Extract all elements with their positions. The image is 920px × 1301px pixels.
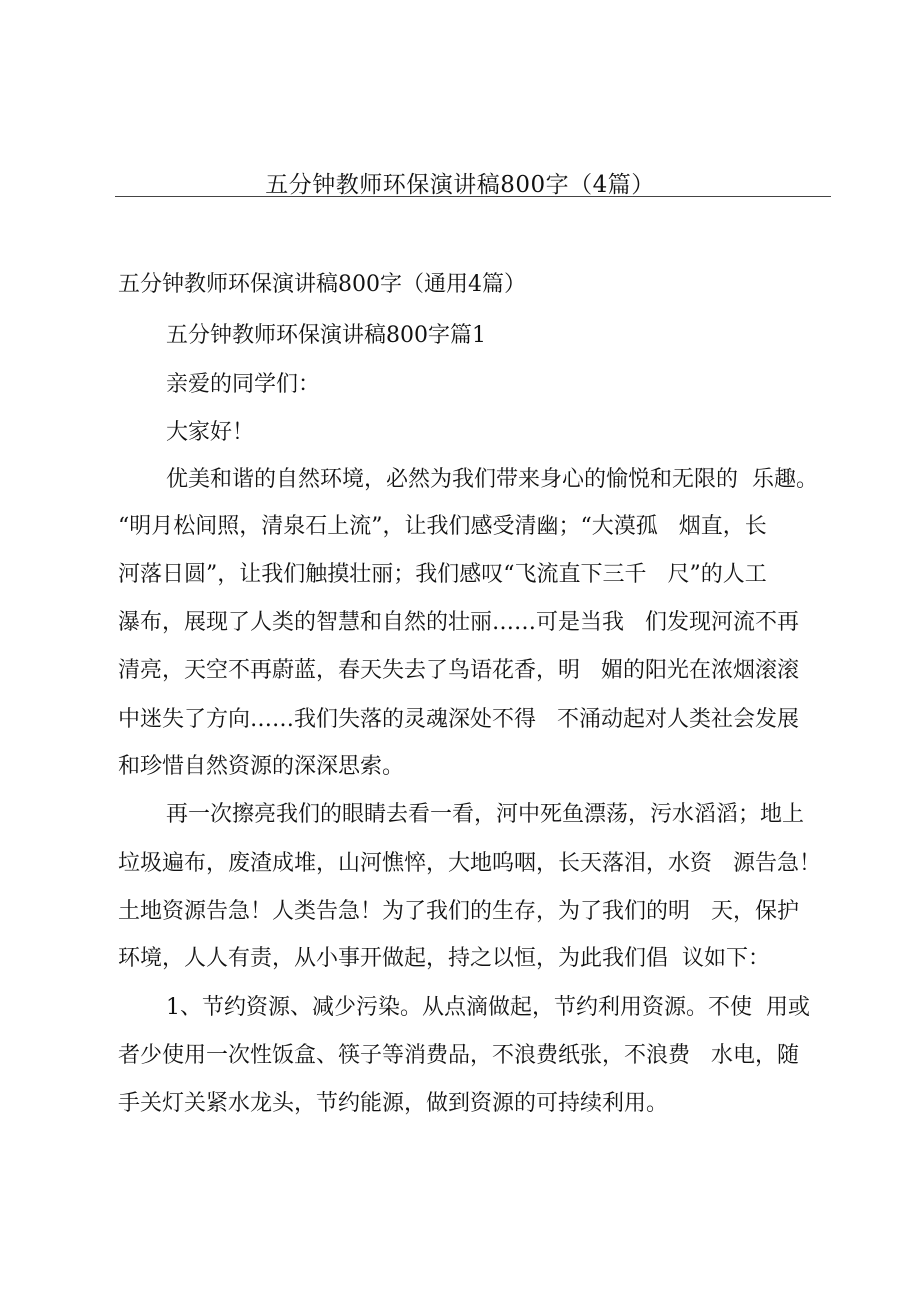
paragraph-line: 环境，人人有责，从小事开做起，持之以恒，为此我们倡 议如下：	[118, 946, 770, 971]
paragraph-line: 1、节约资源、减少污染。从点滴做起，节约利用资源。不使 用或	[166, 995, 810, 1020]
paragraph-line: 河落日圆”，让我们触摸壮丽；我们感叹“飞流直下三千 尺”的人工	[118, 562, 767, 587]
document-subtitle: 五分钟教师环保演讲稿800字（通用4篇）	[118, 272, 526, 297]
paragraph-line: 中迷失了方向……我们失落的灵魂深处不得 不涌动起对人类社会发展	[118, 707, 799, 732]
paragraph-line: 瀑布，展现了人类的智慧和自然的壮丽……可是当我 们发现河流不再	[118, 610, 799, 635]
paragraph-line: 土地资源告急！人类告急！为了我们的生存，为了我们的明 天，保护	[118, 899, 799, 924]
greeting: 亲爱的同学们：	[166, 372, 321, 397]
document-title: 五分钟教师环保演讲稿800字（4篇）	[265, 172, 655, 198]
paragraph-line: 清亮，天空不再蔚蓝，春天失去了鸟语花香，明 媚的阳光在浓烟滚滚	[118, 658, 799, 683]
paragraph-line: “明月松间照，清泉石上流”，让我们感受清幽；“大漠孤 烟直，长	[118, 514, 767, 539]
paragraph-line: 和珍惜自然资源的深深思索。	[118, 754, 405, 779]
paragraph-line: 手关灯关紧水龙头，节约能源，做到资源的可持续利用。	[118, 1091, 669, 1116]
paragraph-line: 再一次擦亮我们的眼睛去看一看，河中死鱼漂荡，污水滔滔；地上	[166, 802, 805, 827]
title-underline	[115, 196, 831, 197]
section-heading: 五分钟教师环保演讲稿800字篇1	[166, 323, 486, 348]
hello-line: 大家好！	[166, 420, 255, 445]
paragraph-line: 垃圾遍布，废渣成堆，山河憔悴，大地呜咽，长天落泪，水资 源告急！	[118, 851, 821, 876]
paragraph-line: 者少使用一次性饭盒、筷子等消费品，不浪费纸张，不浪费 水电，随	[118, 1043, 799, 1068]
paragraph-line: 优美和谐的自然环境，必然为我们带来身心的愉悦和无限的 乐趣。	[166, 467, 818, 492]
